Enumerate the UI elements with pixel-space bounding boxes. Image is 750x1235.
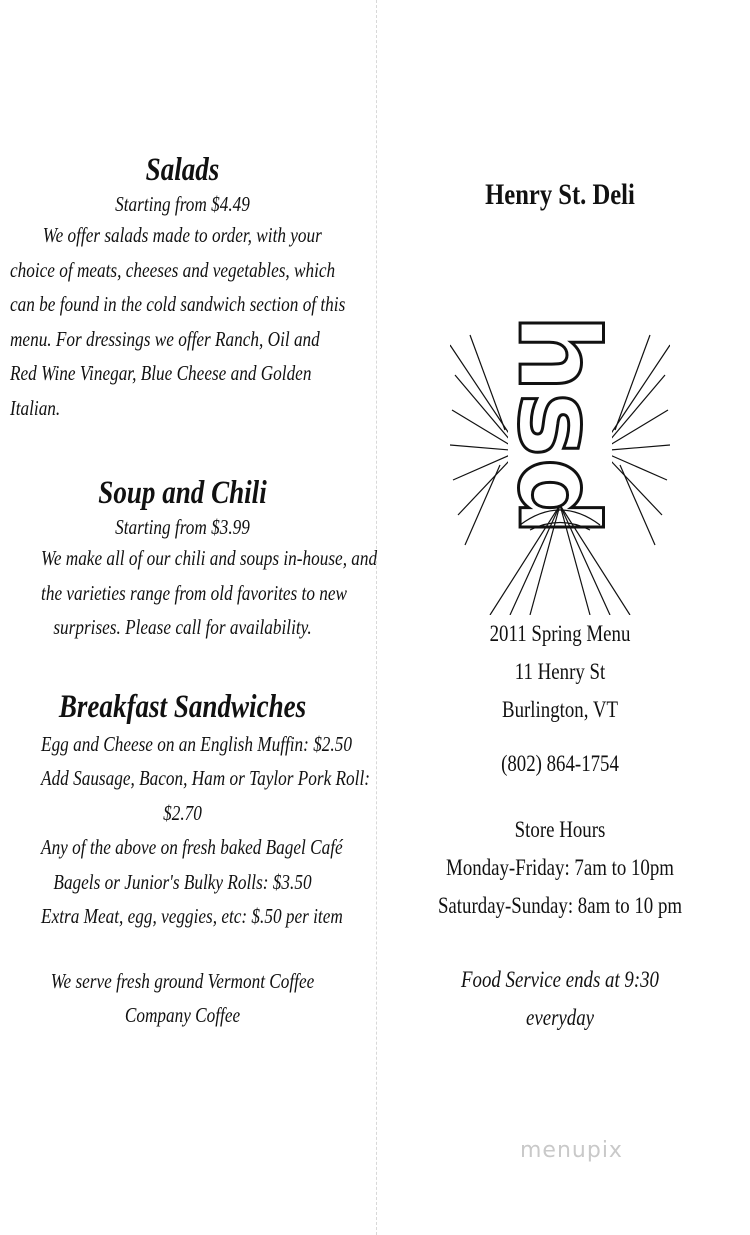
salads-line: Red Wine Vinegar, Blue Cheese and Golden — [10, 361, 312, 385]
salads-line: choice of meats, cheeses and vegetables, which — [10, 257, 336, 282]
breakfast-line: Extra Meat, egg, veggies, etc: $.50 per item — [41, 904, 343, 928]
salads-price: Starting from $4.49 — [115, 192, 250, 216]
soup-section — [10, 473, 378, 645]
soup-title: Soup and Chili — [98, 475, 267, 511]
salads-description — [10, 218, 355, 425]
hours-weekend: Saturday-Sunday: 8am to 10 pm — [437, 893, 683, 918]
breakfast-line: $2.70 — [163, 800, 202, 825]
food-service-note: Food Service ends at 9:30 everyday — [461, 967, 659, 1030]
hours-weekday: Monday-Friday: 7am to 10pm — [446, 855, 674, 880]
coffee-line: We serve fresh ground Vermont Coffee — [50, 968, 315, 993]
salads-line: can be found in the cold sandwich section of this — [10, 292, 346, 316]
breakfast-line: Bagels or Junior's Bulky Rolls: $3.50 — [53, 869, 312, 894]
store-hours-title: Store Hours — [514, 817, 606, 842]
salads-section — [10, 150, 355, 425]
breakfast-title: Breakfast Sandwiches — [58, 688, 307, 725]
soup-line: We make all of our chili and soups in-house, and — [41, 546, 378, 570]
breakfast-line: Any of the above on fresh baked Bagel Café — [41, 835, 343, 859]
phone-number: (802) 864-1754 — [501, 751, 619, 776]
soup-line: surprises. Please call for availability. — [53, 615, 312, 639]
logo-emblem-icon — [450, 315, 670, 615]
deli-logo — [450, 315, 670, 615]
breakfast-line: Egg and Cheese on an English Muffin: $2.50 — [41, 731, 352, 756]
coffee-line: Company Coffee — [124, 1003, 241, 1027]
breakfast-line: Add Sausage, Bacon, Ham or Taylor Pork Roll: — [41, 766, 370, 790]
left-column — [10, 150, 378, 1033]
salads-line: Italian. — [10, 395, 61, 420]
deli-name: Henry St. Deli — [485, 178, 635, 211]
breakfast-items — [10, 727, 370, 934]
soup-price: Starting from $3.99 — [115, 515, 250, 539]
salads-title: Salads — [145, 152, 220, 188]
salads-line: menu. For dressings we offer Ranch, Oil and — [10, 326, 320, 351]
address-street: 11 Henry St — [514, 659, 606, 684]
menu-title: 2011 Spring Menu — [489, 621, 631, 646]
breakfast-section — [10, 687, 370, 1033]
address-city: Burlington, VT — [502, 697, 618, 722]
logo-text: hsd — [494, 315, 622, 537]
salads-line: We offer salads made to order, with your — [42, 223, 322, 247]
soup-line: the varieties range from old favorites to new — [41, 580, 347, 605]
right-column — [410, 175, 710, 1037]
soup-description — [10, 541, 378, 645]
watermark: menupix — [520, 1138, 623, 1163]
page-fold-line — [376, 0, 377, 1235]
coffee-note — [10, 964, 355, 1033]
